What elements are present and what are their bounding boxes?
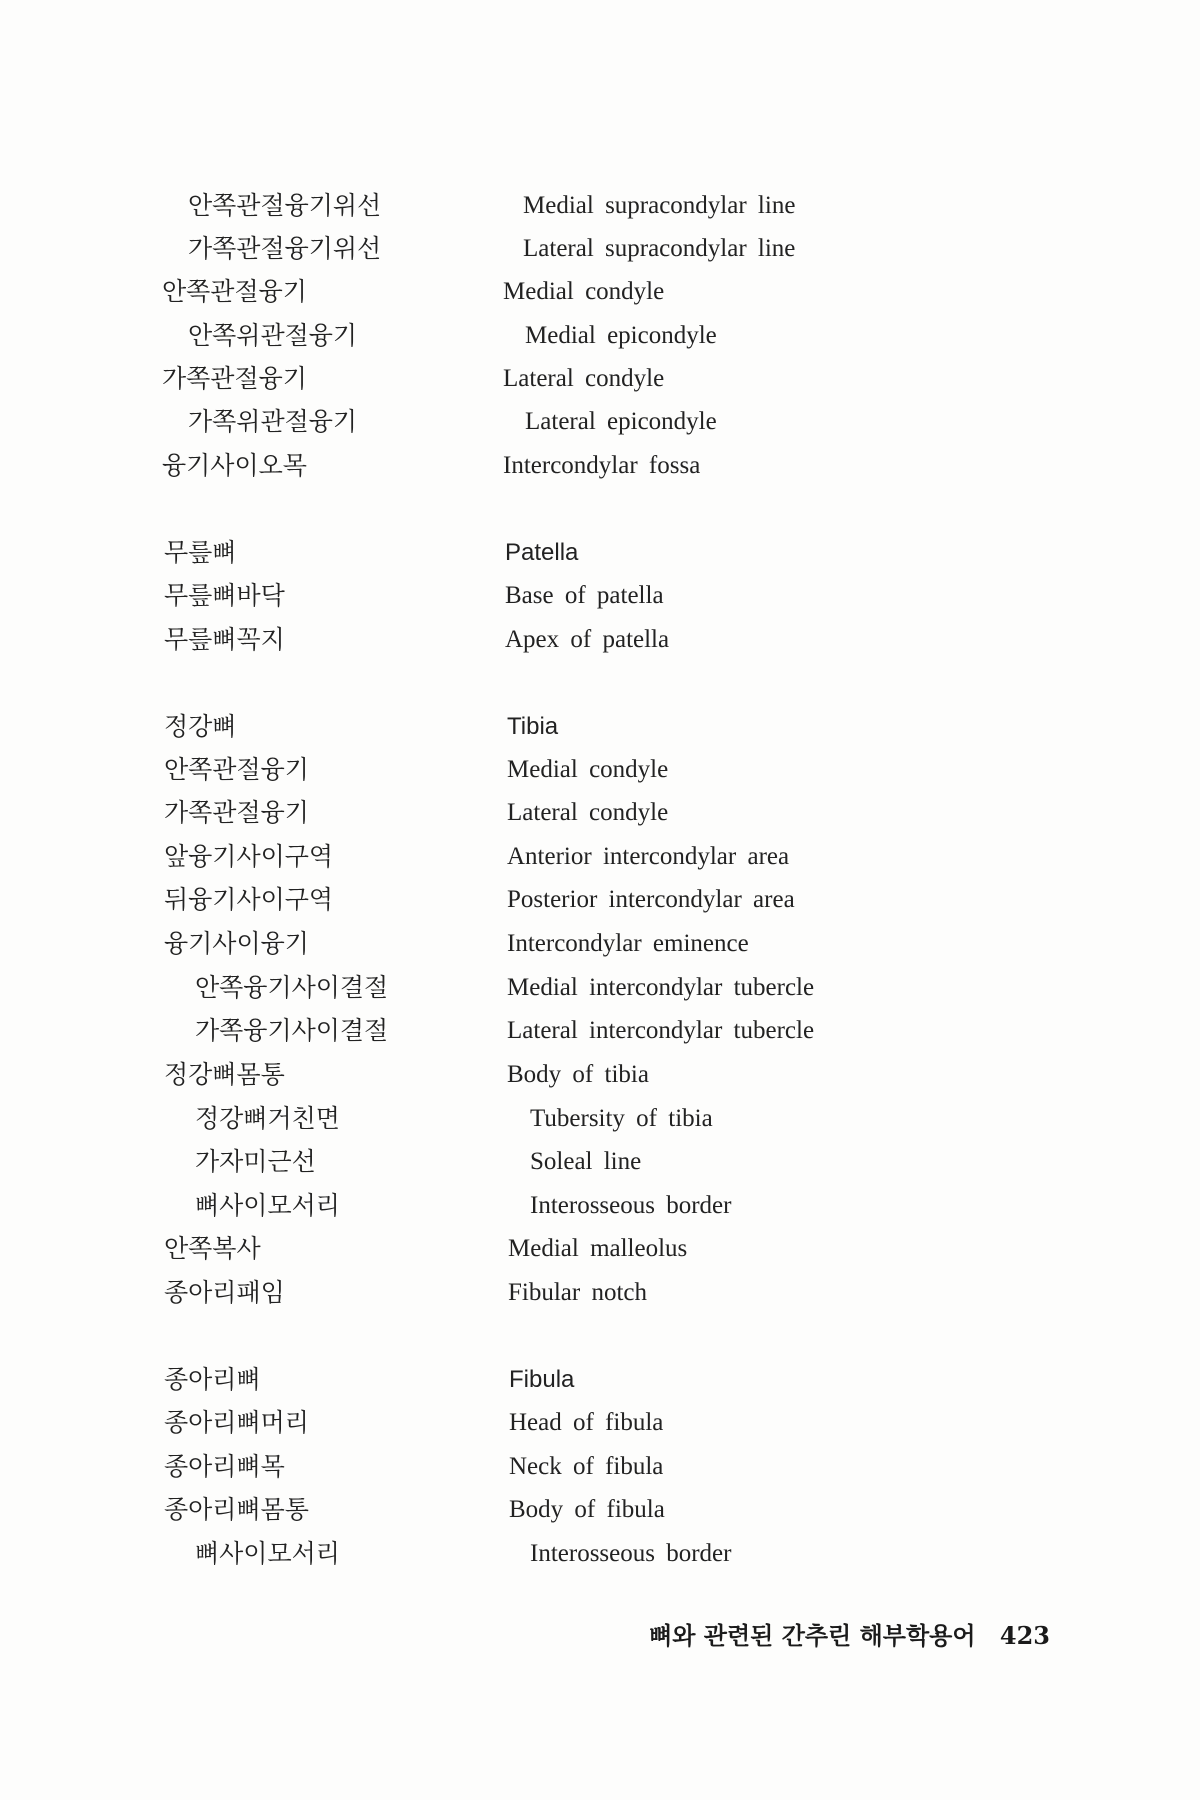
english-term: Lateral epicondyle <box>525 408 717 435</box>
term-row <box>0 793 1200 833</box>
english-term: Apex of patella <box>505 626 670 653</box>
english-term: Neck of fibula <box>509 1453 664 1480</box>
term-row <box>0 316 1200 356</box>
english-term: Intercondylar fossa <box>503 452 701 479</box>
term-row <box>0 924 1200 964</box>
english-term: Medial condyle <box>503 278 665 305</box>
english-term: Posterior intercondylar area <box>507 886 795 913</box>
term-row <box>0 272 1200 312</box>
korean-term: 종아리뼈머리 <box>164 1408 309 1437</box>
term-row <box>0 1273 1200 1313</box>
korean-term: 가쪽융기사이결절 <box>195 1016 389 1045</box>
korean-term: 안쪽관절융기 <box>162 277 307 306</box>
korean-term: 가쪽관절융기위선 <box>188 234 382 263</box>
term-row <box>0 837 1200 877</box>
korean-term: 무릎뼈꼭지 <box>164 625 285 654</box>
korean-term: 정강뼈 <box>164 712 237 741</box>
term-row <box>0 620 1200 660</box>
korean-term: 무릎뼈 <box>164 538 237 567</box>
korean-term: 종아리뼈목 <box>164 1452 285 1481</box>
term-row <box>0 1403 1200 1443</box>
korean-term: 안쪽관절융기위선 <box>188 191 382 220</box>
korean-term: 종아리뼈몸통 <box>164 1495 309 1524</box>
korean-term: 안쪽복사 <box>164 1234 261 1263</box>
term-row <box>0 1360 1200 1400</box>
english-term: Soleal line <box>530 1148 642 1175</box>
english-term: Medial condyle <box>507 756 669 783</box>
korean-term: 가쪽위관절융기 <box>188 407 358 436</box>
english-term: Medial epicondyle <box>525 322 717 349</box>
term-row <box>0 1534 1200 1574</box>
korean-term: 가자미근선 <box>195 1147 316 1176</box>
korean-term: 융기사이오목 <box>162 451 307 480</box>
term-row <box>0 968 1200 1008</box>
english-term: Fibula <box>509 1366 575 1393</box>
korean-term: 정강뼈몸통 <box>164 1060 285 1089</box>
term-row <box>0 707 1200 747</box>
page-footer <box>649 1616 1050 1651</box>
english-term: Lateral supracondylar line <box>523 235 796 262</box>
english-term: Body of fibula <box>509 1496 665 1523</box>
korean-term: 뼈사이모서리 <box>195 1539 340 1568</box>
english-term: Interosseous border <box>530 1540 732 1567</box>
english-term: Body of tibia <box>507 1061 649 1088</box>
english-term: Base of patella <box>505 582 664 609</box>
english-term: Lateral condyle <box>507 799 669 826</box>
term-row <box>0 1490 1200 1530</box>
term-row <box>0 402 1200 442</box>
korean-term: 정강뼈거친면 <box>195 1104 340 1133</box>
korean-term: 무릎뼈바닥 <box>164 581 285 610</box>
term-row <box>0 880 1200 920</box>
english-term: Tibia <box>507 713 559 740</box>
term-row <box>0 1186 1200 1226</box>
english-term: Medial intercondylar tubercle <box>507 974 815 1001</box>
korean-term: 안쪽관절융기 <box>164 755 309 784</box>
term-row <box>0 1142 1200 1182</box>
english-term: Lateral intercondylar tubercle <box>507 1017 815 1044</box>
term-row <box>0 1447 1200 1487</box>
korean-term: 안쪽위관절융기 <box>188 321 358 350</box>
term-row <box>0 446 1200 486</box>
term-row <box>0 1099 1200 1139</box>
english-term: Medial supracondylar line <box>523 192 796 219</box>
term-row <box>0 359 1200 399</box>
english-term: Lateral condyle <box>503 365 665 392</box>
english-term: Fibular notch <box>508 1279 648 1306</box>
page-number: 423 <box>999 1621 1050 1650</box>
running-head: 뼈와 관련된 간추린 해부학용어 <box>649 1622 976 1650</box>
english-term: Medial malleolus <box>508 1235 688 1262</box>
korean-term: 안쪽융기사이결절 <box>195 973 389 1002</box>
term-row <box>0 186 1200 226</box>
korean-term: 종아리뼈 <box>164 1365 261 1394</box>
term-row <box>0 1011 1200 1051</box>
term-row <box>0 1055 1200 1095</box>
korean-term: 가쪽관절융기 <box>164 798 309 827</box>
english-term: Head of fibula <box>509 1409 664 1436</box>
korean-term: 종아리패임 <box>164 1278 285 1307</box>
term-row <box>0 229 1200 269</box>
korean-term: 가쪽관절융기 <box>162 364 307 393</box>
korean-term: 융기사이융기 <box>164 929 309 958</box>
term-row <box>0 1229 1200 1269</box>
term-row <box>0 533 1200 573</box>
term-row <box>0 576 1200 616</box>
english-term: Patella <box>505 539 579 566</box>
korean-term: 뼈사이모서리 <box>195 1191 340 1220</box>
korean-term: 앞융기사이구역 <box>164 842 334 871</box>
english-term: Intercondylar eminence <box>507 930 749 957</box>
korean-term: 뒤융기사이구역 <box>164 885 334 914</box>
english-term: Tubersity of tibia <box>530 1105 713 1132</box>
english-term: Anterior intercondylar area <box>507 843 790 870</box>
english-term: Interosseous border <box>530 1192 732 1219</box>
term-row <box>0 750 1200 790</box>
